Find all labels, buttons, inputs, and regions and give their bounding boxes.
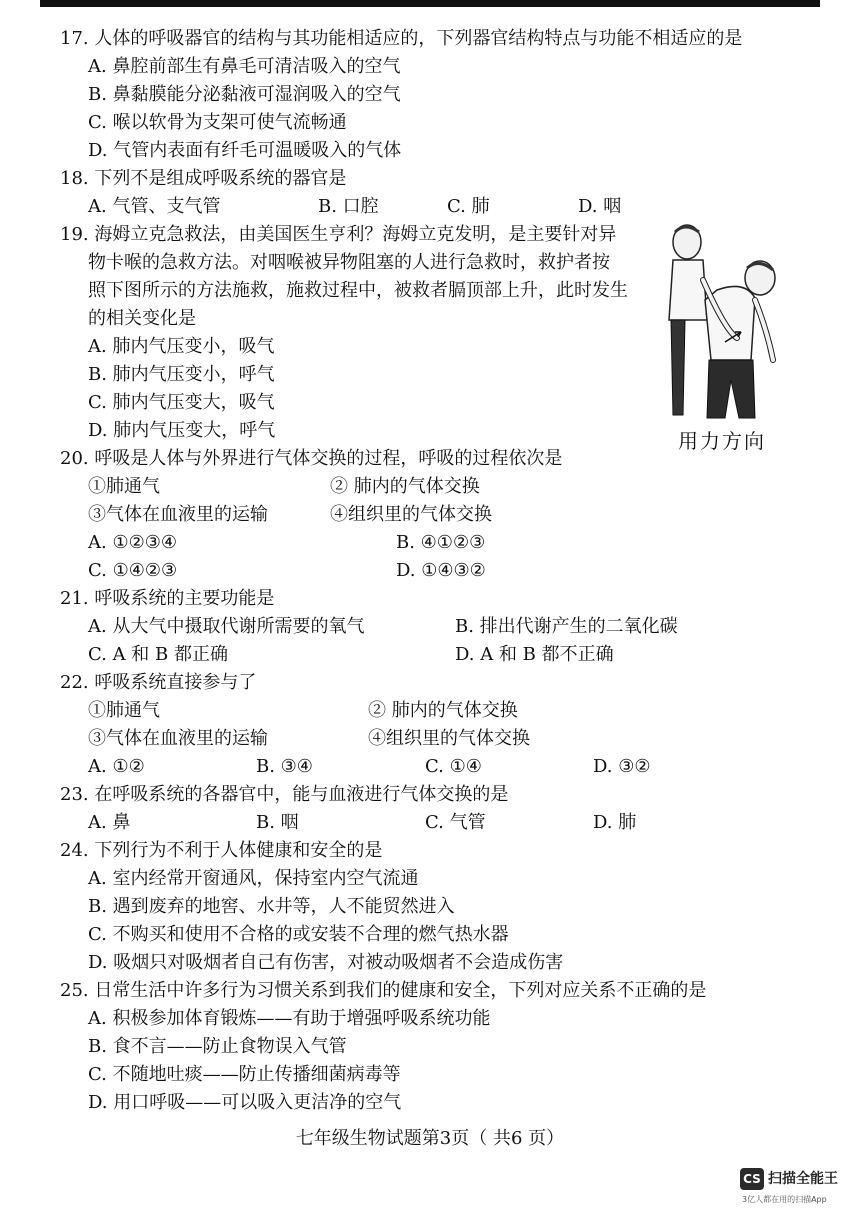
question-stem: 20. 呼吸是人体与外界进行气体交换的过程，呼吸的过程依次是 — [60, 448, 563, 469]
option-20c: C. ①④②③ — [88, 560, 178, 581]
question-stem: 21. 呼吸系统的主要功能是 — [60, 588, 275, 609]
question-23 — [60, 781, 508, 809]
item-22-2: ② 肺内的气体交换 — [368, 700, 518, 721]
option-18c: C. 肺 — [447, 196, 490, 217]
question-25 — [60, 977, 706, 1005]
question-19 — [60, 221, 616, 249]
question-stem-line: 物卡喉的急救方法。对咽喉被异物阻塞的人进行急救时，救护者按 — [88, 252, 610, 273]
option-21d: D. A 和 B 都不正确 — [455, 644, 614, 665]
option-18b: B. 口腔 — [318, 196, 379, 217]
option-17c: C. 喉以软骨为支架可使气流畅通 — [88, 112, 347, 133]
option-21b: B. 排出代谢产生的二氧化碳 — [455, 616, 678, 637]
question-17 — [60, 25, 742, 53]
question-stem-line: 的相关变化是 — [88, 308, 196, 329]
option-19a: A. 肺内气压变小，吸气 — [88, 336, 275, 357]
option-19b: B. 肺内气压变小，呼气 — [88, 364, 275, 385]
question-stem: 25. 日常生活中许多行为习惯关系到我们的健康和安全，下列对应关系不正确的是 — [60, 980, 707, 1001]
item-22-3: ③气体在血液里的运输 — [88, 728, 268, 749]
item-20-2: ② 肺内的气体交换 — [330, 476, 480, 497]
option-22b: B. ③④ — [256, 756, 313, 777]
question-stem-line: 19. 海姆立克急救法，由美国医生亨利？海姆立克发明，是主要针对异 — [60, 224, 617, 245]
option-22c: C. ①④ — [425, 756, 482, 777]
question-stem-line: 照下图所示的方法施救，施救过程中，被救者膈顶部上升，此时发生 — [88, 280, 628, 301]
option-25c: C. 不随地吐痰——防止传播细菌病毒等 — [88, 1064, 401, 1085]
option-24b: B. 遇到废弃的地窖、水井等，人不能贸然进入 — [88, 896, 455, 917]
option-25a: A. 积极参加体育锻炼——有助于增强呼吸系统功能 — [88, 1008, 491, 1029]
option-23c: C. 气管 — [425, 812, 486, 833]
question-stem: 17. 人体的呼吸器官的结构与其功能相适应的，下列器官结构特点与功能不相适应的是 — [60, 28, 743, 49]
option-17b: B. 鼻黏膜能分泌黏液可湿润吸入的空气 — [88, 84, 401, 105]
watermark-tagline: 3亿人都在用的扫描App — [742, 1195, 827, 1204]
question-stem: 23. 在呼吸系统的各器官中，能与血液进行气体交换的是 — [60, 784, 509, 805]
option-23a: A. 鼻 — [88, 812, 131, 833]
option-19c: C. 肺内气压变大，吸气 — [88, 392, 275, 413]
option-22a: A. ①② — [88, 756, 145, 777]
option-17a: A. 鼻腔前部生有鼻毛可清洁吸入的空气 — [88, 56, 401, 77]
option-24a: A. 室内经常开窗通风，保持室内空气流通 — [88, 868, 419, 889]
option-23d: D. 肺 — [593, 812, 637, 833]
question-21 — [60, 585, 274, 613]
item-20-1: ①肺通气 — [88, 476, 160, 497]
option-20a: A. ①②③④ — [88, 532, 177, 553]
question-18 — [60, 165, 346, 193]
option-17d: D. 气管内表面有纤毛可温暖吸入的气体 — [88, 140, 402, 161]
option-18a: A. 气管、支气管 — [88, 196, 221, 217]
option-19d: D. 肺内气压变大，呼气 — [88, 420, 276, 441]
option-24d: D. 吸烟只对吸烟者自己有伤害，对被动吸烟者不会造成伤害 — [88, 952, 564, 973]
watermark-name: 扫描全能王 — [768, 1171, 838, 1187]
item-20-4: ④组织里的气体交换 — [330, 504, 492, 525]
option-24c: C. 不购买和使用不合格的或安装不合理的燃气热水器 — [88, 924, 509, 945]
option-25d: D. 用口呼吸——可以吸入更洁净的空气 — [88, 1092, 402, 1113]
option-20b: B. ④①②③ — [396, 532, 486, 553]
question-24 — [60, 837, 382, 865]
question-20 — [60, 445, 562, 473]
heimlich-maneuver-illustration — [655, 220, 795, 420]
scanner-watermark — [740, 1166, 850, 1212]
question-22 — [60, 669, 256, 697]
option-21c: C. A 和 B 都正确 — [88, 644, 228, 665]
option-23b: B. 咽 — [256, 812, 299, 833]
item-20-3: ③气体在血液里的运输 — [88, 504, 268, 525]
question-stem: 24. 下列行为不利于人体健康和安全的是 — [60, 840, 383, 861]
page-footer: 七年级生物试题第3页（ 共6 页） — [295, 1128, 565, 1149]
item-22-1: ①肺通气 — [88, 700, 160, 721]
question-stem: 22. 呼吸系统直接参与了 — [60, 672, 257, 693]
camscanner-logo-icon: CS — [740, 1168, 764, 1190]
item-22-4: ④组织里的气体交换 — [368, 728, 530, 749]
option-25b: B. 食不言——防止食物误入气管 — [88, 1036, 347, 1057]
option-21a: A. 从大气中摄取代谢所需要的氧气 — [88, 616, 365, 637]
option-22d: D. ③② — [593, 756, 651, 777]
option-18d: D. 咽 — [578, 196, 622, 217]
figure-caption: 用力方向 — [678, 429, 766, 453]
question-stem: 18. 下列不是组成呼吸系统的器官是 — [60, 168, 347, 189]
option-20d: D. ①④③② — [396, 560, 486, 581]
